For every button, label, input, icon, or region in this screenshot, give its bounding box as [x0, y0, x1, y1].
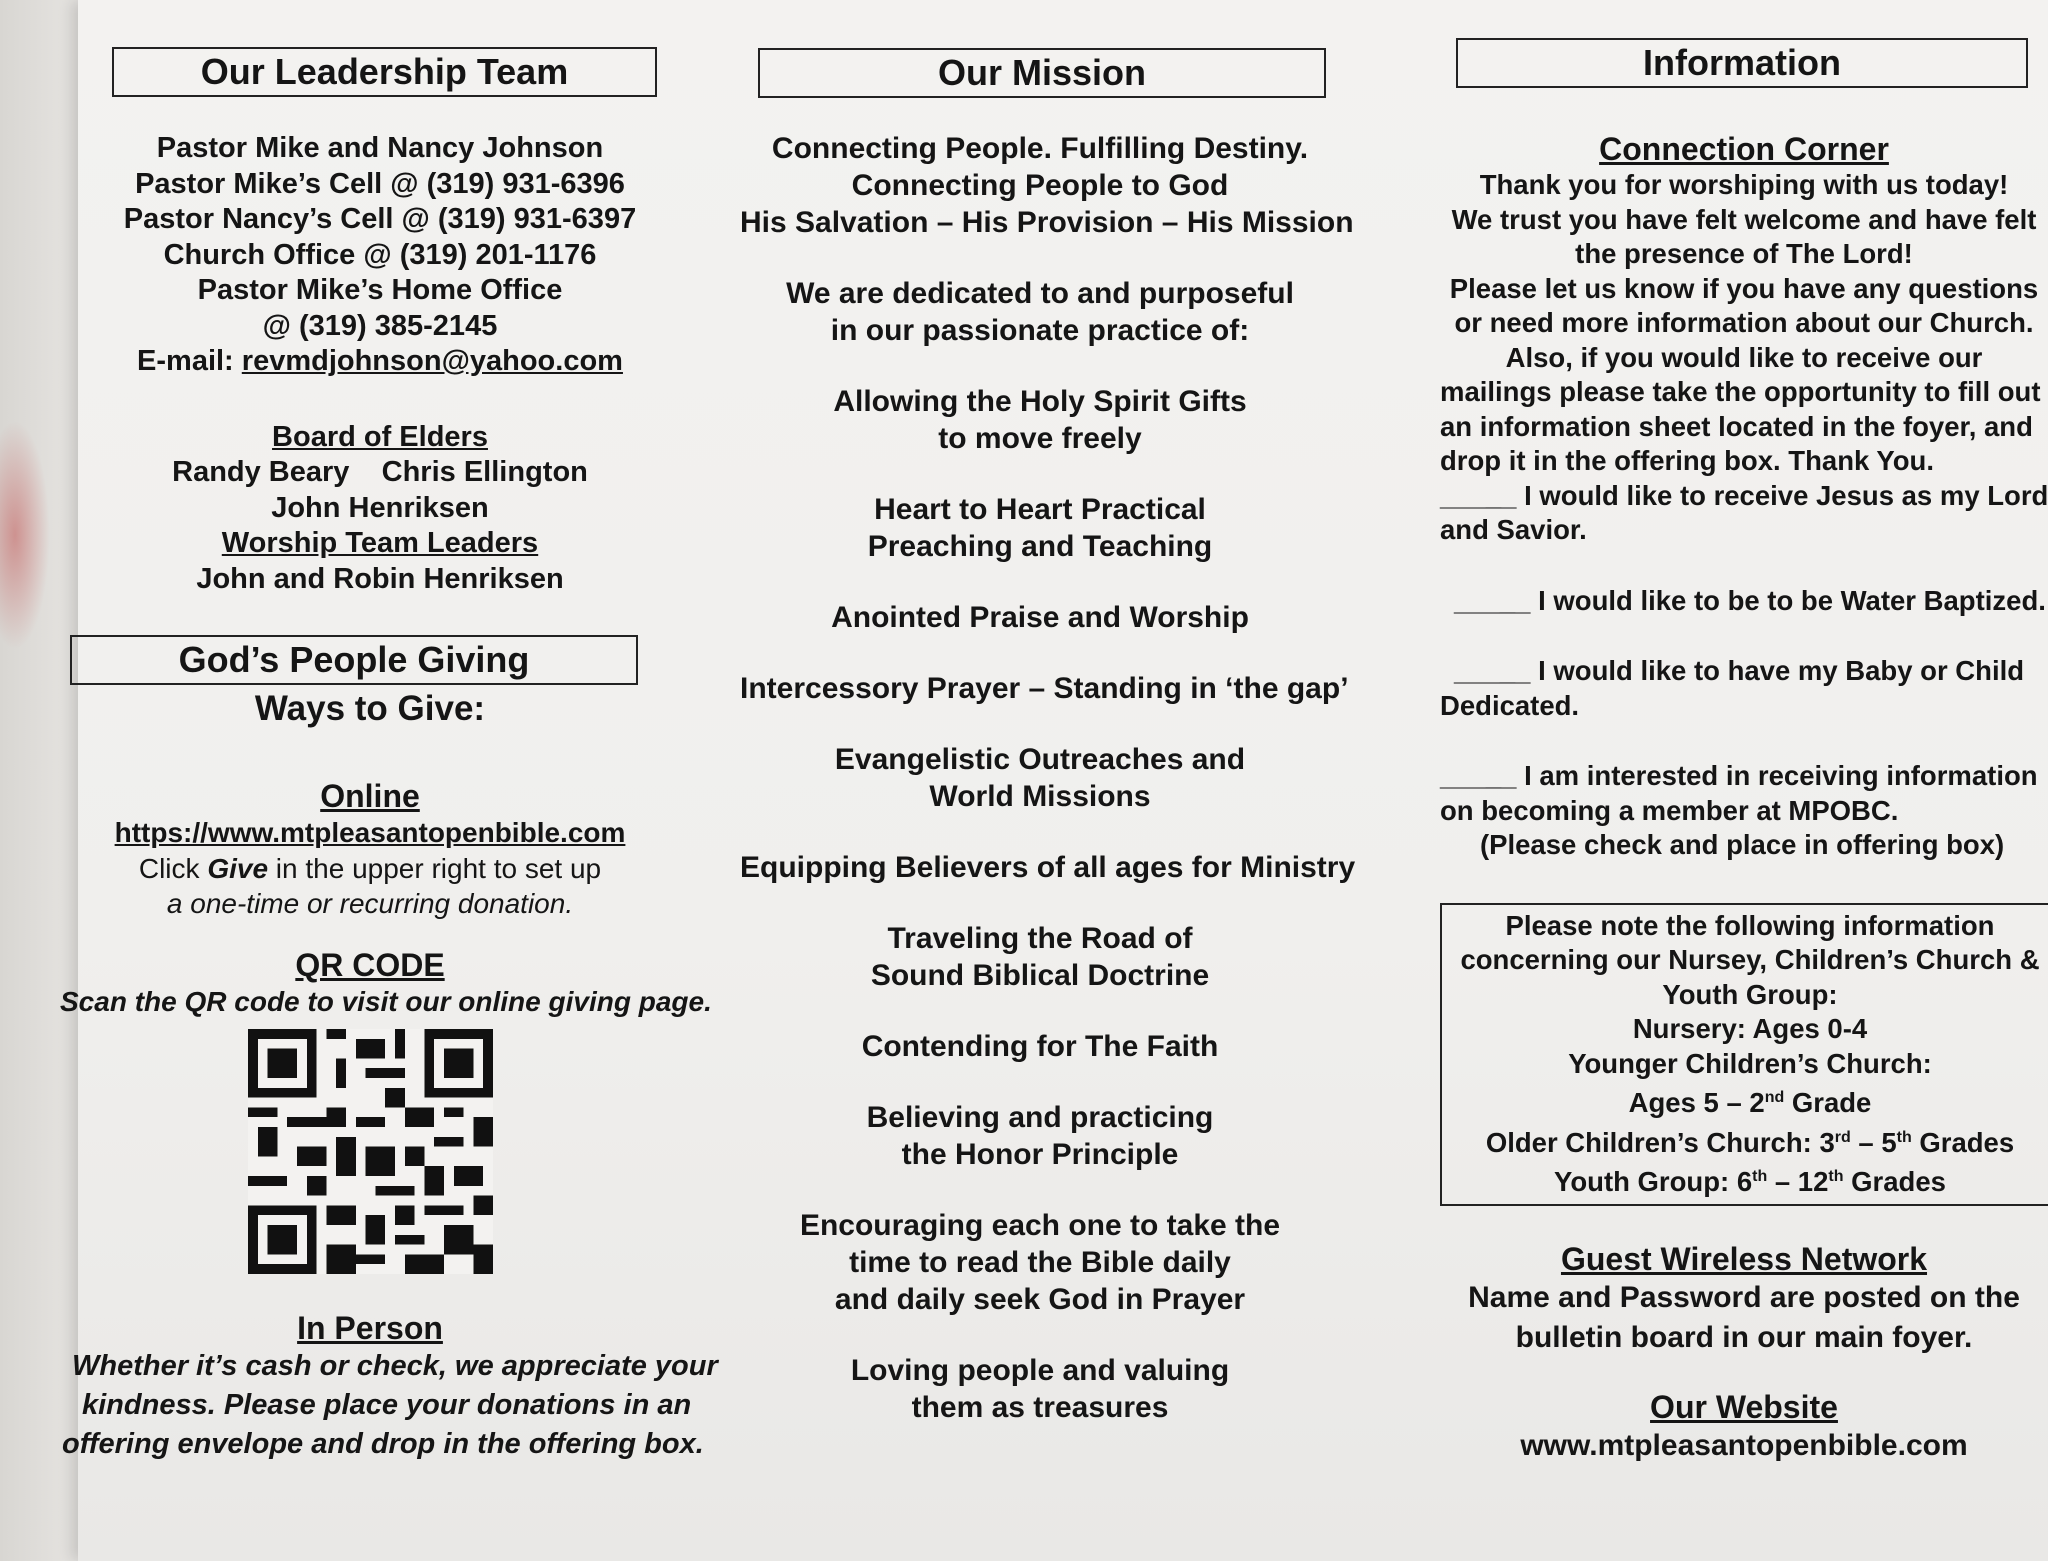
mission-heading: Our Mission — [758, 48, 1326, 98]
mission-item: Loving people and valuing — [850, 1354, 1230, 1387]
mission-item: Anointed Praise and Worship — [831, 601, 1249, 634]
online-instructions: a one-time or recurring donation. — [166, 888, 574, 919]
contact-line: Pastor Mike’s Home Office — [197, 274, 563, 306]
mission-item: Sound Biblical Doctrine — [870, 959, 1210, 992]
mission-line: His Salvation – His Provision – His Mission — [740, 206, 1354, 239]
mission-column — [740, 0, 1356, 1426]
mission-item: Traveling the Road of — [887, 922, 1193, 955]
mission-item: Evangelistic Outreaches and — [834, 743, 1246, 776]
youth-line: Youth Group: 6th – 12th Grades — [1554, 1166, 1946, 1198]
check-dedication[interactable]: _____ I would like to have my Baby or Child — [1454, 655, 2025, 686]
mission-item: the Honor Principle — [901, 1138, 1179, 1171]
qr-code-icon[interactable] — [248, 1029, 493, 1274]
red-stamp-mark — [0, 420, 50, 650]
wifi-text: Name and Password are posted on the — [1468, 1280, 2020, 1314]
mission-item: World Missions — [929, 780, 1151, 813]
ways-to-give: Ways to Give: — [254, 689, 486, 728]
mission-dedicated: in our passionate practice of: — [830, 314, 1250, 347]
online-url-link[interactable]: https://www.mtpleasantopenbible.com — [114, 817, 626, 848]
mission-item: and daily seek God in Prayer — [834, 1283, 1246, 1316]
in-person-text: kindness. Please place your donations in an — [82, 1389, 692, 1421]
ages-line: Ages 5 – 2nd Grade — [1628, 1087, 1872, 1119]
website-link[interactable]: www.mtpleasantopenbible.com — [1520, 1428, 1968, 1462]
mission-line: Connecting People. Fulfilling Destiny. — [771, 132, 1309, 165]
connection-corner-heading: Connection Corner — [1599, 131, 1889, 167]
contact-line: @ (319) 385-2145 — [262, 309, 498, 342]
mission-item: Allowing the Holy Spirit Gifts — [833, 385, 1247, 418]
elders-names: Randy Beary Chris Ellington — [172, 456, 588, 488]
giving-heading: God’s People Giving — [70, 635, 638, 685]
leadership-heading: Our Leadership Team — [112, 47, 657, 97]
mission-intro — [740, 130, 1354, 241]
qr-heading: QR CODE — [295, 946, 445, 983]
contact-line: Pastor Nancy’s Cell @ (319) 931-6397 — [123, 203, 637, 235]
mission-item: Heart to Heart Practical — [874, 493, 1206, 526]
nursery-info-box: Please note the following information concerning our Nursey, Children’s Church & Youth Group: Nursery: Ages 0-4 Younger Children’s Church: Ages 5 – 2nd Grade Older Children’s Church: 3rd – 5th Grades Youth Group: 6th – 12th Grades — [1440, 903, 2048, 1206]
information-column: Information Connection Corner Thank you for worshiping with us today! We trust you have felt welcome and have felt the presence of The Lord! Please let us know if you have any questions or need more information about our Church. Also, if you would like to receive our mailings please take the opportunity to fill out an information sheet located in the foyer, and drop it in the offering box. Thank You. _____ I would like to receive Jesus as my Lord and Savior. _____ I would like to be to be Water Baptized. _____ I would like to have my Baby or Child Dedicated. _____ I am interested in receiving information on becoming a member at MPOBC. (Please check and place in offering box) Please note the following information concerning our Nursey, Children’s Church & Youth Group: Nursery: Ages 0-4 Younger Children’s Church: Ages 5 – 2nd Grade Older Children’s Church: 3rd – 5th Grades Youth Group: 6th – 12th Grades Guest Wireless Network Name and Password are posted on the bulletin board in our main foyer. Our Website www.mtpleasantopenbible.com — [1440, 0, 2048, 1466]
mission-item: Encouraging each one to take the — [799, 1209, 1281, 1242]
worship-names: John and Robin Henriksen — [196, 562, 564, 595]
online-heading: Online — [320, 778, 420, 814]
information-heading: Information — [1456, 38, 2028, 88]
wifi-heading: Guest Wireless Network — [1560, 1240, 1928, 1277]
mission-item: time to read the Bible daily — [849, 1246, 1231, 1279]
mission-item: Believing and practicing — [866, 1101, 1214, 1134]
check-baptism[interactable]: _____ I would like to be to be Water Baptized. — [1454, 584, 2046, 616]
qr-instructions: Scan the QR code to visit our online giving page. — [60, 985, 712, 1017]
email-link[interactable]: revmdjohnson@yahoo.com — [241, 345, 623, 377]
mission-line: Connecting People to God — [851, 169, 1229, 202]
older-line: Older Children’s Church: 3rd – 5th Grades — [1485, 1126, 2015, 1158]
contact-line: Pastor Mike and Nancy Johnson — [156, 132, 604, 164]
elders-heading: Board of Elders — [272, 420, 488, 453]
contact-line: Pastor Mike’s Cell @ (319) 931-6396 — [135, 167, 625, 200]
mission-item: them as treasures — [911, 1391, 1169, 1424]
online-instructions: Click Give in the upper right to set up — [138, 852, 602, 884]
connection-corner-text: Thank you for worshiping with us today! We trust you have felt welcome and have felt the presence of The Lord! Please let us know if you have any questions or need more information about our Church. Also, if you would like to receive our mailings please take the opportunity to fill out an information sheet located in the foyer, and drop it in the offering box. Thank You. — [1440, 169, 2041, 476]
check-jesus[interactable]: _____ I would like to receive Jesus as my Lord — [1440, 479, 2048, 511]
mission-item: Contending for The Faith — [861, 1030, 1219, 1063]
contact-line: Church Office @ (319) 201-1176 — [163, 238, 597, 271]
email-line: E-mail: revmdjohnson@yahoo.com — [137, 345, 623, 377]
leadership-column — [60, 0, 718, 1464]
in-person-heading: In Person — [297, 1310, 443, 1346]
mission-dedicated: We are dedicated to and purposeful — [786, 277, 1294, 310]
leadership-contacts — [60, 131, 680, 597]
worship-heading: Worship Team Leaders — [221, 527, 539, 559]
mission-item: to move freely — [938, 422, 1142, 455]
mission-item: Intercessory Prayer – Standing in ‘the gap’ — [740, 672, 1349, 705]
website-heading: Our Website — [1650, 1388, 1838, 1425]
check-instructions: (Please check and place in offering box) — [1480, 829, 2005, 860]
wifi-text: bulletin board in our main foyer. — [1515, 1320, 1973, 1354]
elders-names: John Henriksen — [271, 491, 489, 524]
mission-item: Preaching and Teaching — [867, 530, 1213, 563]
in-person-text: offering envelope and drop in the offering box. — [62, 1428, 704, 1460]
in-person-text: Whether it’s cash or check, we appreciate your — [72, 1350, 718, 1382]
mission-item: Equipping Believers of all ages for Ministry — [740, 851, 1356, 884]
check-membership[interactable]: _____ I am interested in receiving information — [1440, 760, 2038, 791]
